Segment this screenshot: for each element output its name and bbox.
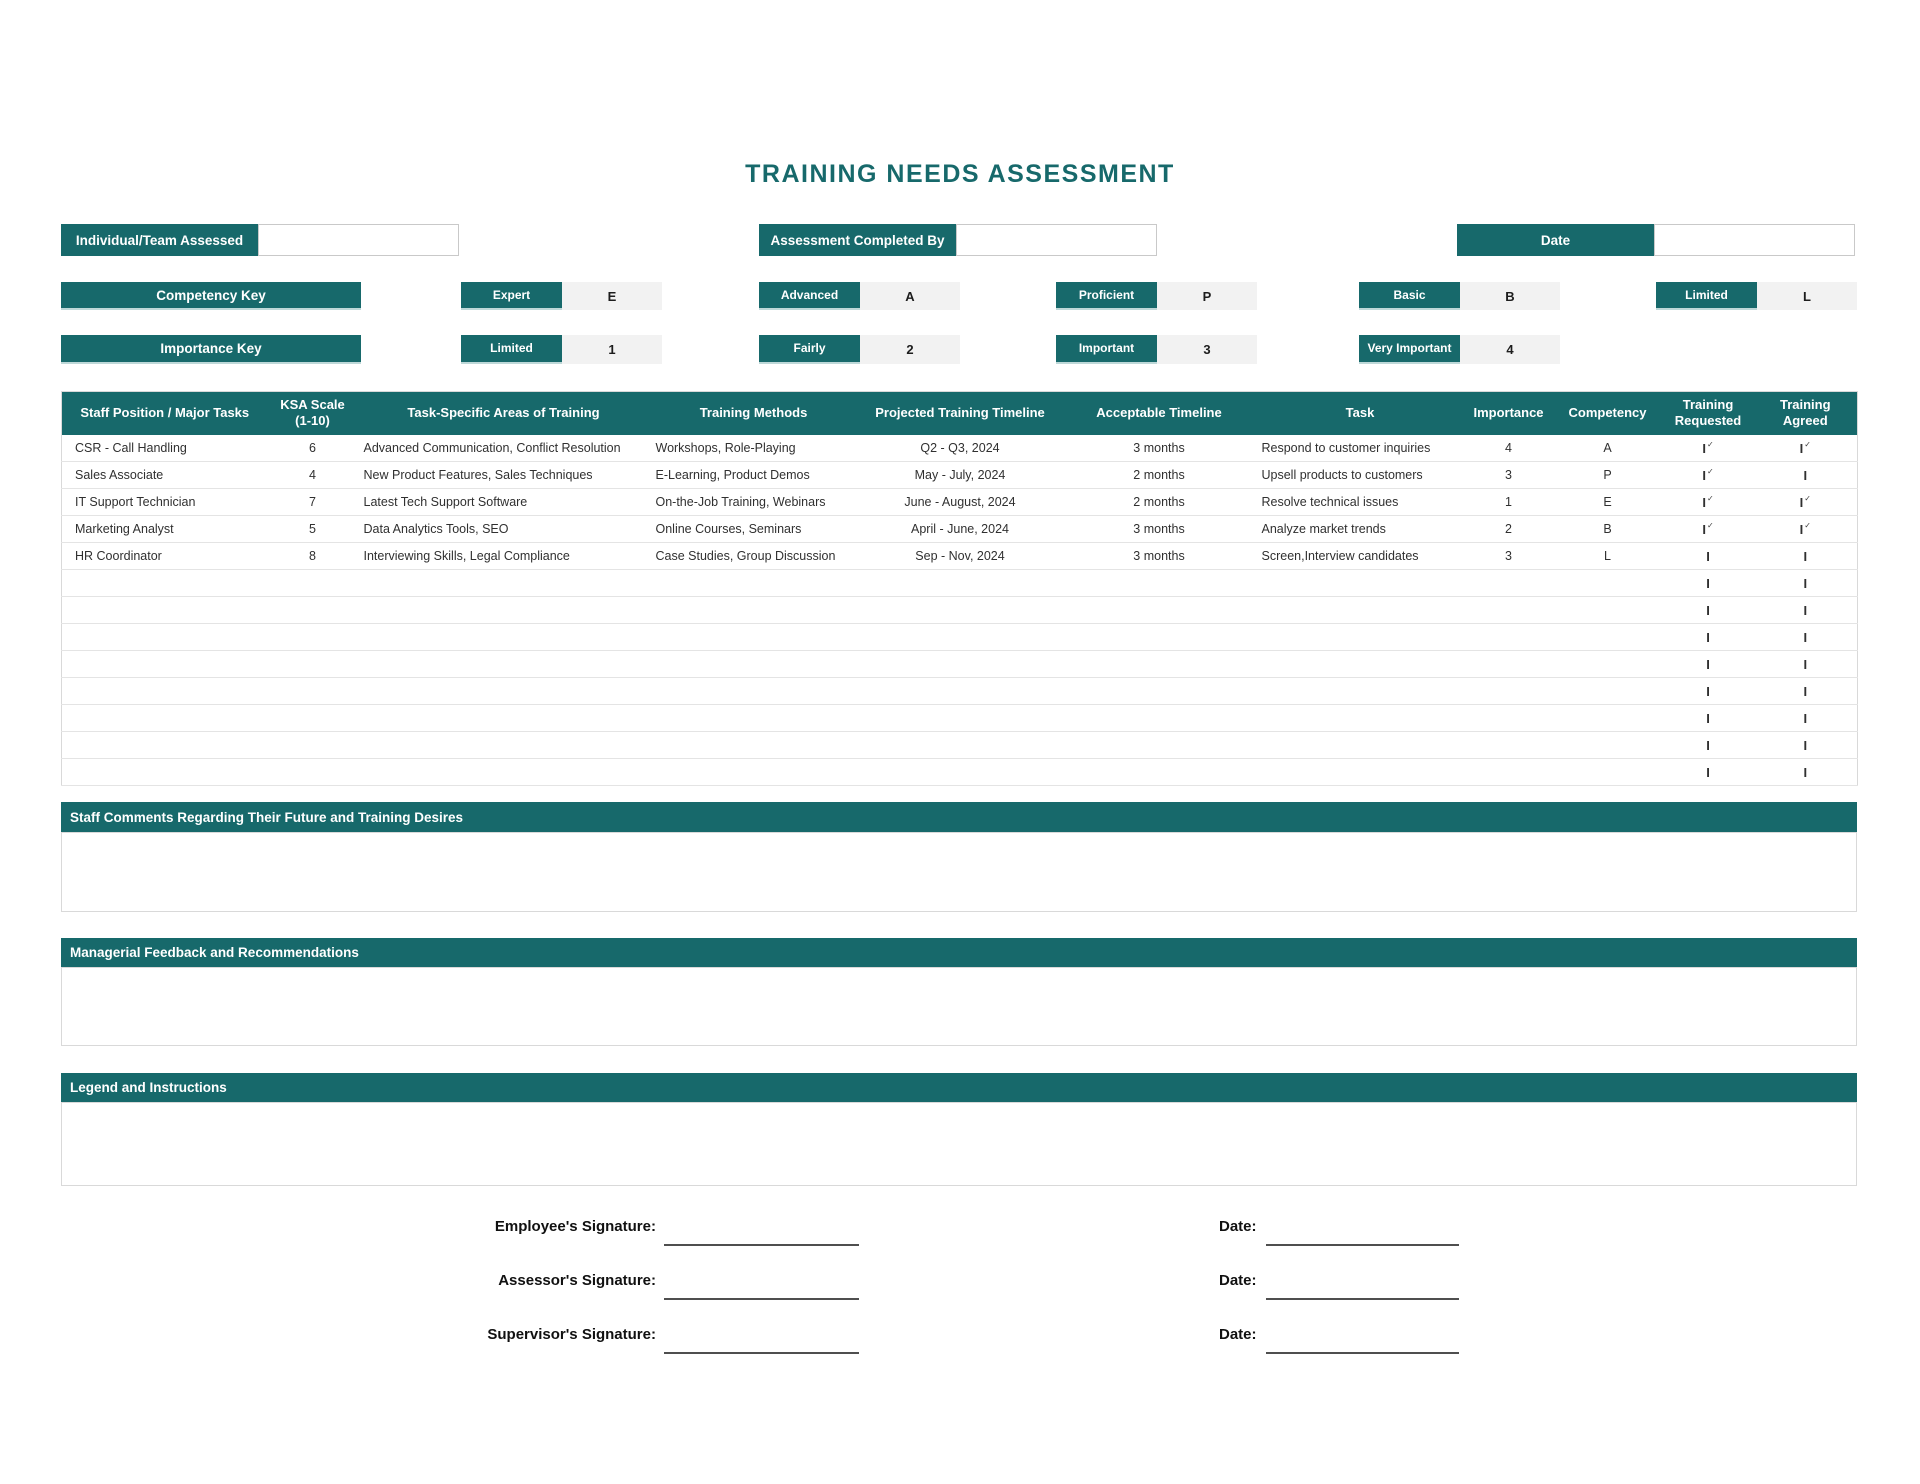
training-agreed-marker[interactable] xyxy=(1803,577,1807,591)
check-icon: ✓ xyxy=(1804,439,1811,449)
column-header-task: Task xyxy=(1256,392,1465,435)
cell-importance[interactable] xyxy=(1465,759,1553,786)
cell-competency[interactable] xyxy=(1553,597,1663,624)
cell-projected[interactable]: Sep - Nov, 2024 xyxy=(858,543,1063,570)
column-header-task-specific-areas-of-training: Task-Specific Areas of Training xyxy=(358,392,650,435)
competency-key-item-label: Expert xyxy=(461,282,562,310)
cell-task[interactable] xyxy=(1256,705,1465,732)
training-requested-marker[interactable] xyxy=(1706,604,1710,618)
cell-training-agreed[interactable] xyxy=(1754,705,1858,732)
column-header-training-requested: Training Requested xyxy=(1663,392,1754,435)
cell-areas[interactable] xyxy=(358,732,650,759)
cell-position[interactable]: IT Support Technician xyxy=(62,489,268,516)
training-requested-marker[interactable] xyxy=(1702,496,1713,510)
cell-ksa[interactable] xyxy=(268,732,358,759)
cell-task[interactable]: Analyze market trends xyxy=(1256,516,1465,543)
marker-bar: I xyxy=(1706,656,1710,672)
table-row xyxy=(62,570,1858,597)
cell-methods[interactable] xyxy=(650,732,858,759)
cell-ksa[interactable] xyxy=(268,570,358,597)
cell-areas[interactable] xyxy=(358,651,650,678)
cell-acceptable[interactable] xyxy=(1063,570,1256,597)
cell-position[interactable]: Marketing Analyst xyxy=(62,516,268,543)
marker-bar: I xyxy=(1803,602,1808,618)
assessor-signature-line[interactable] xyxy=(664,1298,859,1300)
cell-areas[interactable] xyxy=(358,705,650,732)
individual-team-assessed-field xyxy=(61,224,459,256)
marker-bar: I xyxy=(1702,522,1706,537)
cell-ksa[interactable]: 8 xyxy=(268,543,358,570)
cell-position[interactable]: Sales Associate xyxy=(62,462,268,489)
assessor-signature-label: Assessor's Signature: xyxy=(498,1272,656,1289)
individual-team-assessed-input[interactable] xyxy=(258,224,459,256)
training-agreed-marker[interactable] xyxy=(1803,766,1807,780)
importance-key-item-very-important xyxy=(1359,335,1560,364)
cell-training-agreed[interactable] xyxy=(1754,543,1858,570)
column-header-competency: Competency xyxy=(1553,392,1663,435)
cell-training-requested[interactable] xyxy=(1663,435,1754,462)
table-row xyxy=(62,489,1858,516)
marker-bar: I xyxy=(1803,467,1808,483)
table-row xyxy=(62,624,1858,651)
cell-competency[interactable]: E xyxy=(1553,489,1663,516)
cell-projected[interactable] xyxy=(858,705,1063,732)
cell-importance[interactable] xyxy=(1465,597,1553,624)
cell-competency[interactable] xyxy=(1553,624,1663,651)
cell-task[interactable] xyxy=(1256,624,1465,651)
cell-acceptable[interactable] xyxy=(1063,651,1256,678)
cell-acceptable[interactable] xyxy=(1063,624,1256,651)
competency-key-item-proficient xyxy=(1056,282,1257,310)
marker-bar: I xyxy=(1803,683,1808,699)
cell-methods[interactable] xyxy=(650,651,858,678)
cell-position[interactable] xyxy=(62,705,268,732)
assessor-signature-row xyxy=(0,1266,1920,1306)
cell-acceptable[interactable] xyxy=(1063,705,1256,732)
competency-key-item-label: Limited xyxy=(1656,282,1757,310)
cell-methods[interactable] xyxy=(650,705,858,732)
employee-signature-row xyxy=(0,1212,1920,1252)
training-agreed-marker[interactable] xyxy=(1803,550,1807,564)
assessment-completed-by-field xyxy=(759,224,1157,256)
importance-key-item-label: Fairly xyxy=(759,335,860,364)
competency-key-item-advanced xyxy=(759,282,960,310)
assessment-table-wrap xyxy=(61,391,1857,786)
cell-training-requested[interactable] xyxy=(1663,597,1754,624)
cell-ksa[interactable]: 7 xyxy=(268,489,358,516)
importance-key-item-code: 2 xyxy=(860,335,960,364)
cell-importance[interactable] xyxy=(1465,570,1553,597)
importance-key-item-important xyxy=(1056,335,1257,364)
cell-acceptable[interactable]: 3 months xyxy=(1063,516,1256,543)
cell-acceptable[interactable] xyxy=(1063,732,1256,759)
column-header-ksa-scale-1-10: KSA Scale (1-10) xyxy=(268,392,358,435)
table-row xyxy=(62,705,1858,732)
cell-acceptable[interactable]: 2 months xyxy=(1063,489,1256,516)
training-requested-marker[interactable] xyxy=(1706,550,1710,564)
cell-ksa[interactable]: 5 xyxy=(268,516,358,543)
marker-bar: I xyxy=(1706,710,1710,726)
cell-competency[interactable]: B xyxy=(1553,516,1663,543)
marker-bar: I xyxy=(1706,737,1710,753)
training-requested-marker[interactable] xyxy=(1702,469,1713,483)
marker-bar: I xyxy=(1702,495,1706,510)
table-row xyxy=(62,435,1858,462)
assessment-completed-by-label: Assessment Completed By xyxy=(759,224,956,256)
cell-ksa[interactable] xyxy=(268,678,358,705)
cell-projected[interactable] xyxy=(858,624,1063,651)
cell-importance[interactable] xyxy=(1465,732,1553,759)
cell-areas[interactable]: Advanced Communication, Conflict Resolution xyxy=(358,435,650,462)
cell-competency[interactable] xyxy=(1553,759,1663,786)
marker-bar: I xyxy=(1706,683,1710,699)
training-requested-marker[interactable] xyxy=(1706,712,1710,726)
cell-methods[interactable]: Workshops, Role-Playing xyxy=(650,435,858,462)
cell-competency[interactable] xyxy=(1553,651,1663,678)
importance-key-item-code: 1 xyxy=(562,335,662,364)
cell-importance[interactable] xyxy=(1465,678,1553,705)
cell-projected[interactable] xyxy=(858,732,1063,759)
table-row xyxy=(62,678,1858,705)
cell-task[interactable]: Resolve technical issues xyxy=(1256,489,1465,516)
cell-training-agreed[interactable] xyxy=(1754,489,1858,516)
assessor-date-line[interactable] xyxy=(1266,1298,1459,1300)
column-header-acceptable-timeline: Acceptable Timeline xyxy=(1063,392,1256,435)
training-agreed-marker[interactable] xyxy=(1803,469,1807,483)
training-requested-marker[interactable] xyxy=(1706,739,1710,753)
cell-methods[interactable] xyxy=(650,678,858,705)
cell-training-agreed[interactable] xyxy=(1754,435,1858,462)
column-header-staff-position-major-tasks: Staff Position / Major Tasks xyxy=(62,392,268,435)
cell-methods[interactable]: E-Learning, Product Demos xyxy=(650,462,858,489)
column-header-importance: Importance xyxy=(1465,392,1553,435)
cell-competency[interactable]: P xyxy=(1553,462,1663,489)
cell-ksa[interactable] xyxy=(268,597,358,624)
cell-importance[interactable]: 1 xyxy=(1465,489,1553,516)
table-row xyxy=(62,516,1858,543)
assessor-date-label: Date: xyxy=(1219,1272,1257,1289)
cell-competency[interactable] xyxy=(1553,570,1663,597)
cell-projected[interactable]: Q2 - Q3, 2024 xyxy=(858,435,1063,462)
table-row xyxy=(62,462,1858,489)
marker-bar: I xyxy=(1706,764,1710,780)
importance-key-item-limited xyxy=(461,335,662,364)
cell-training-requested[interactable] xyxy=(1663,678,1754,705)
section-header-legend-instructions: Legend and Instructions xyxy=(61,1073,1857,1102)
marker-bar: I xyxy=(1706,575,1710,591)
importance-key-item-fairly xyxy=(759,335,960,364)
cell-task[interactable]: Screen,Interview candidates xyxy=(1256,543,1465,570)
table-row xyxy=(62,759,1858,786)
section-header-staff-comments: Staff Comments Regarding Their Future and Training Desires xyxy=(61,802,1857,832)
cell-areas[interactable] xyxy=(358,570,650,597)
check-icon: ✓ xyxy=(1804,521,1811,530)
column-header-training-agreed: Training Agreed xyxy=(1754,392,1858,435)
cell-training-agreed[interactable] xyxy=(1754,678,1858,705)
marker-bar: I xyxy=(1803,548,1808,564)
assessment-table-body xyxy=(62,435,1858,786)
check-icon: ✓ xyxy=(1804,494,1811,503)
cell-projected[interactable] xyxy=(858,570,1063,597)
marker-bar: I xyxy=(1702,440,1706,456)
managerial-feedback-input-area[interactable] xyxy=(61,967,1857,1046)
competency-key-item-expert xyxy=(461,282,662,310)
cell-projected[interactable]: June - August, 2024 xyxy=(858,489,1063,516)
cell-training-requested[interactable] xyxy=(1663,489,1754,516)
cell-training-agreed[interactable] xyxy=(1754,462,1858,489)
training-agreed-marker[interactable] xyxy=(1803,685,1807,699)
cell-competency[interactable] xyxy=(1553,705,1663,732)
supervisor-signature-row xyxy=(0,1320,1920,1360)
cell-importance[interactable] xyxy=(1465,651,1553,678)
training-requested-marker[interactable] xyxy=(1706,685,1710,699)
cell-areas[interactable]: Latest Tech Support Software xyxy=(358,489,650,516)
date-label: Date xyxy=(1457,224,1654,256)
importance-key-item-label: Limited xyxy=(461,335,562,364)
check-icon: ✓ xyxy=(1706,494,1714,503)
cell-position[interactable]: CSR - Call Handling xyxy=(62,435,268,462)
cell-acceptable[interactable]: 3 months xyxy=(1063,543,1256,570)
cell-training-agreed[interactable] xyxy=(1754,516,1858,543)
check-icon: ✓ xyxy=(1706,467,1714,476)
competency-key-item-basic xyxy=(1359,282,1560,310)
importance-key-label: Importance Key xyxy=(61,335,361,364)
employee-date-label: Date: xyxy=(1219,1218,1257,1235)
competency-key-item-code: L xyxy=(1757,282,1857,310)
cell-competency[interactable] xyxy=(1553,678,1663,705)
competency-key-item-code: A xyxy=(860,282,960,310)
cell-areas[interactable] xyxy=(358,678,650,705)
training-agreed-marker[interactable] xyxy=(1803,604,1807,618)
cell-training-requested[interactable] xyxy=(1663,543,1754,570)
column-header-projected-training-timeline: Projected Training Timeline xyxy=(858,392,1063,435)
training-agreed-marker[interactable] xyxy=(1800,523,1811,537)
cell-projected[interactable] xyxy=(858,678,1063,705)
cell-projected[interactable] xyxy=(858,651,1063,678)
training-requested-marker[interactable] xyxy=(1702,523,1713,537)
cell-training-requested[interactable] xyxy=(1663,462,1754,489)
cell-ksa[interactable] xyxy=(268,759,358,786)
training-requested-marker[interactable] xyxy=(1706,658,1710,672)
cell-task[interactable]: Upsell products to customers xyxy=(1256,462,1465,489)
cell-methods[interactable]: Online Courses, Seminars xyxy=(650,516,858,543)
marker-bar: I xyxy=(1799,495,1804,510)
cell-projected[interactable]: April - June, 2024 xyxy=(858,516,1063,543)
marker-bar: I xyxy=(1803,575,1808,591)
cell-task[interactable] xyxy=(1256,651,1465,678)
individual-team-assessed-label: Individual/Team Assessed xyxy=(61,224,258,256)
training-agreed-marker[interactable] xyxy=(1803,658,1807,672)
importance-key-item-label: Very Important xyxy=(1359,335,1460,364)
training-agreed-marker[interactable] xyxy=(1799,439,1811,456)
training-requested-marker[interactable] xyxy=(1706,631,1710,645)
marker-bar: I xyxy=(1799,440,1804,456)
cell-training-agreed[interactable] xyxy=(1754,759,1858,786)
cell-acceptable[interactable]: 3 months xyxy=(1063,435,1256,462)
competency-key-row xyxy=(61,282,1857,310)
marker-bar: I xyxy=(1803,737,1808,753)
competency-key-item-limited xyxy=(1656,282,1857,310)
cell-importance[interactable]: 2 xyxy=(1465,516,1553,543)
supervisor-date-label: Date: xyxy=(1219,1326,1257,1343)
staff-comments-input-area[interactable] xyxy=(61,832,1857,912)
training-agreed-marker[interactable] xyxy=(1800,496,1811,510)
employee-signature-label: Employee's Signature: xyxy=(494,1218,656,1235)
importance-key-row xyxy=(61,335,1857,364)
marker-bar: I xyxy=(1803,710,1808,726)
table-row xyxy=(62,651,1858,678)
cell-task[interactable] xyxy=(1256,678,1465,705)
cell-training-agreed[interactable] xyxy=(1754,597,1858,624)
assessment-table xyxy=(61,391,1858,786)
assessment-table-header xyxy=(62,392,1858,435)
supervisor-date-line[interactable] xyxy=(1266,1352,1459,1354)
marker-bar: I xyxy=(1803,656,1808,672)
cell-ksa[interactable] xyxy=(268,624,358,651)
section-header-managerial-feedback: Managerial Feedback and Recommendations xyxy=(61,938,1857,967)
employee-signature-line[interactable] xyxy=(664,1244,859,1246)
cell-acceptable[interactable]: 2 months xyxy=(1063,462,1256,489)
cell-methods[interactable] xyxy=(650,597,858,624)
cell-task[interactable]: Respond to customer inquiries xyxy=(1256,435,1465,462)
cell-training-agreed[interactable] xyxy=(1754,624,1858,651)
cell-projected[interactable] xyxy=(858,597,1063,624)
marker-bar: I xyxy=(1706,602,1710,618)
cell-training-agreed[interactable] xyxy=(1754,651,1858,678)
cell-position[interactable] xyxy=(62,678,268,705)
supervisor-signature-label: Supervisor's Signature: xyxy=(487,1326,656,1343)
cell-projected[interactable] xyxy=(858,759,1063,786)
training-requested-marker[interactable] xyxy=(1706,577,1710,591)
check-icon: ✓ xyxy=(1706,439,1714,449)
cell-ksa[interactable] xyxy=(268,651,358,678)
cell-training-requested[interactable] xyxy=(1663,759,1754,786)
cell-training-requested[interactable] xyxy=(1663,624,1754,651)
cell-position[interactable]: HR Coordinator xyxy=(62,543,268,570)
cell-position[interactable] xyxy=(62,759,268,786)
importance-key-item-label: Important xyxy=(1056,335,1157,364)
cell-training-requested[interactable] xyxy=(1663,705,1754,732)
cell-acceptable[interactable] xyxy=(1063,759,1256,786)
cell-competency[interactable]: A xyxy=(1553,435,1663,462)
cell-task[interactable] xyxy=(1256,732,1465,759)
cell-ksa[interactable] xyxy=(268,705,358,732)
cell-methods[interactable] xyxy=(650,624,858,651)
competency-key-item-code: P xyxy=(1157,282,1257,310)
competency-key-item-label: Basic xyxy=(1359,282,1460,310)
cell-position[interactable] xyxy=(62,732,268,759)
page-title: TRAINING NEEDS ASSESSMENT xyxy=(745,160,1175,188)
cell-ksa[interactable]: 4 xyxy=(268,462,358,489)
cell-acceptable[interactable] xyxy=(1063,597,1256,624)
importance-key-item-code: 4 xyxy=(1460,335,1560,364)
cell-competency[interactable] xyxy=(1553,732,1663,759)
competency-key-item-code: E xyxy=(562,282,662,310)
cell-methods[interactable]: On-the-Job Training, Webinars xyxy=(650,489,858,516)
supervisor-signature-line[interactable] xyxy=(664,1352,859,1354)
cell-areas[interactable]: Data Analytics Tools, SEO xyxy=(358,516,650,543)
cell-position[interactable] xyxy=(62,570,268,597)
cell-areas[interactable] xyxy=(358,759,650,786)
cell-training-agreed[interactable] xyxy=(1754,570,1858,597)
cell-training-agreed[interactable] xyxy=(1754,732,1858,759)
table-row xyxy=(62,597,1858,624)
cell-importance[interactable] xyxy=(1465,624,1553,651)
marker-bar: I xyxy=(1803,629,1808,645)
cell-areas[interactable] xyxy=(358,624,650,651)
cell-methods[interactable]: Case Studies, Group Discussion xyxy=(650,543,858,570)
cell-importance[interactable]: 4 xyxy=(1465,435,1553,462)
cell-acceptable[interactable] xyxy=(1063,678,1256,705)
competency-key-item-label: Advanced xyxy=(759,282,860,310)
cell-training-requested[interactable] xyxy=(1663,516,1754,543)
cell-competency[interactable]: L xyxy=(1553,543,1663,570)
date-field xyxy=(1457,224,1855,256)
marker-bar: I xyxy=(1803,764,1808,780)
check-icon: ✓ xyxy=(1706,521,1714,530)
cell-importance[interactable]: 3 xyxy=(1465,462,1553,489)
cell-importance[interactable]: 3 xyxy=(1465,543,1553,570)
cell-training-requested[interactable] xyxy=(1663,651,1754,678)
cell-training-requested[interactable] xyxy=(1663,732,1754,759)
training-agreed-marker[interactable] xyxy=(1803,631,1807,645)
assessment-completed-by-input[interactable] xyxy=(956,224,1157,256)
cell-areas[interactable] xyxy=(358,597,650,624)
cell-position[interactable] xyxy=(62,624,268,651)
competency-key-item-code: B xyxy=(1460,282,1560,310)
marker-bar: I xyxy=(1706,548,1710,564)
employee-date-line[interactable] xyxy=(1266,1244,1459,1246)
training-agreed-marker[interactable] xyxy=(1803,712,1807,726)
column-header-training-methods: Training Methods xyxy=(650,392,858,435)
cell-projected[interactable]: May - July, 2024 xyxy=(858,462,1063,489)
training-agreed-marker[interactable] xyxy=(1803,739,1807,753)
cell-position[interactable] xyxy=(62,597,268,624)
training-requested-marker[interactable] xyxy=(1702,439,1714,456)
cell-ksa[interactable]: 6 xyxy=(268,435,358,462)
marker-bar: I xyxy=(1799,522,1804,537)
date-input[interactable] xyxy=(1654,224,1855,256)
cell-training-requested[interactable] xyxy=(1663,570,1754,597)
table-row xyxy=(62,732,1858,759)
cell-importance[interactable] xyxy=(1465,705,1553,732)
cell-areas[interactable]: New Product Features, Sales Techniques xyxy=(358,462,650,489)
top-fields-row xyxy=(61,224,1857,256)
marker-bar: I xyxy=(1702,468,1706,483)
legend-instructions-input-area[interactable] xyxy=(61,1102,1857,1186)
cell-areas[interactable]: Interviewing Skills, Legal Compliance xyxy=(358,543,650,570)
cell-task[interactable] xyxy=(1256,759,1465,786)
importance-key-item-code: 3 xyxy=(1157,335,1257,364)
table-row xyxy=(62,543,1858,570)
competency-key-item-label: Proficient xyxy=(1056,282,1157,310)
cell-position[interactable] xyxy=(62,651,268,678)
competency-key-label: Competency Key xyxy=(61,282,361,310)
training-requested-marker[interactable] xyxy=(1706,766,1710,780)
marker-bar: I xyxy=(1706,629,1710,645)
cell-task[interactable] xyxy=(1256,570,1465,597)
cell-task[interactable] xyxy=(1256,597,1465,624)
cell-methods[interactable] xyxy=(650,570,858,597)
cell-methods[interactable] xyxy=(650,759,858,786)
